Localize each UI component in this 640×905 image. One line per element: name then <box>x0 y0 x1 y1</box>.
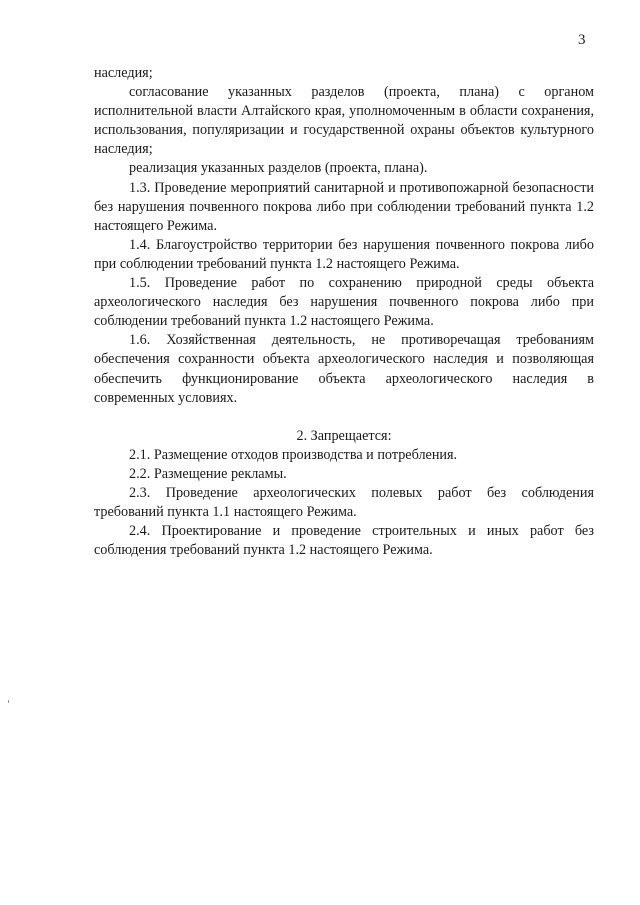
paragraph-1-6: 1.6. Хозяйственная деятельность, не противоречащая требованиям обеспечения сохранности объекта археологического наследия и позволяющая обеспечить функционирование объекта археологического наследия в современных условиях. <box>94 332 594 406</box>
paragraph-approval: согласование указанных разделов (проекта, плана) с органом исполнительной власти Алтайского края, уполномоченным в области сохранения, использования, популяризации и государственной охраны объектов культурного наследия; <box>94 84 594 158</box>
page-number: 3 <box>578 32 586 48</box>
paragraph-1-5: 1.5. Проведение работ по сохранению природной среды объекта археологического наследия без нарушения почвенного покрова либо при соблюдении требований пункта 1.2 настоящего Режима. <box>94 275 594 330</box>
paragraph-2-1: 2.1. Размещение отходов производства и потребления. <box>129 446 458 463</box>
paragraph-2-3: 2.3. Проведение археологических полевых работ без соблюдения требований пункта 1.1 настоящего Режима. <box>94 484 594 521</box>
section-heading-prohibited: 2. Запрещается: <box>296 427 392 444</box>
paragraph-2-4: 2.4. Проектирование и проведение строительных и иных работ без соблюдения требований пункта 1.2 настоящего Режима. <box>94 523 594 559</box>
paragraph-2-2: 2.2. Размещение рекламы. <box>129 465 287 482</box>
paragraph-1-3: 1.3. Проведение мероприятий санитарной и противопожарной безопасности без нарушения почвенного покрова либо при соблюдении требований пункта 1.2 настоящего Режима. <box>94 179 594 234</box>
document-body <box>94 64 594 560</box>
paragraph-1-4: 1.4. Благоустройство территории без нарушения почвенного покрова либо при соблюдении требований пункта 1.2 настоящего Режима. <box>94 236 594 272</box>
scan-mark <box>8 700 9 703</box>
paragraph-heritage-end: наследия; <box>94 65 153 81</box>
paragraph-implementation: реализация указанных разделов (проекта, плана). <box>129 160 428 177</box>
